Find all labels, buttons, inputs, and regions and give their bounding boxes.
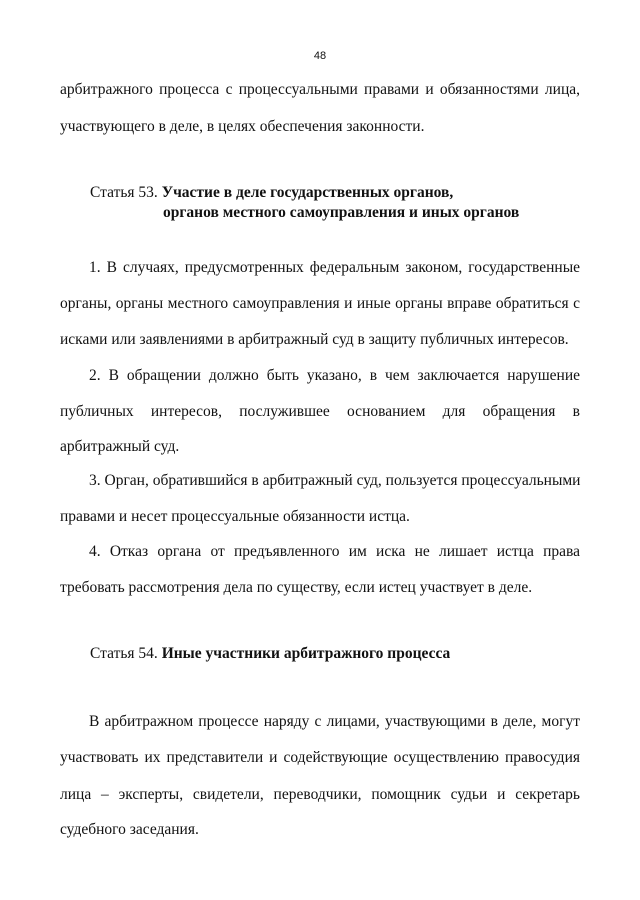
article-53-prefix: Статья 53. — [90, 184, 158, 201]
art53-p1-line-1: 1. В случаях, предусмотренных федеральным законом, государственные — [89, 259, 580, 276]
page-number: 48 — [313, 50, 327, 62]
art53-p4-line-2: требовать рассмотрения дела по существу, если истец участвует в деле. — [60, 579, 533, 596]
art53-p2-line-2: публичных интересов, послужившее основанием для обращения в — [60, 403, 580, 420]
art53-p1-line-2: органы, органы местного самоуправления и иные органы вправе обратиться с — [60, 295, 580, 312]
art53-p3-line-2: правами и несет процессуальные обязанности истца. — [60, 508, 410, 525]
article-54-prefix: Статья 54. — [90, 645, 158, 662]
article-54-title: Иные участники арбитражного процесса — [161, 645, 451, 662]
art53-p1-line-3: исками или заявлениями в арбитражный суд в защиту публичных интересов. — [60, 331, 569, 348]
intro-line-1: арбитражного процесса с процессуальными правами и обязанностями лица, — [60, 81, 580, 98]
intro-line-2: участвующего в деле, в целях обеспечения законности. — [60, 118, 425, 135]
article-53-heading — [90, 183, 453, 203]
art53-p3-line-1: 3. Орган, обратившийся в арбитражный суд, пользуется процессуальными — [89, 472, 581, 489]
art53-p2-line-1: 2. В обращении должно быть указано, в чем заключается нарушение — [89, 367, 580, 384]
art54-p1-line-4: судебного заседания. — [60, 821, 199, 838]
art53-p4-line-1: 4. Отказ органа от предъявленного им иска не лишает истца права — [89, 543, 580, 560]
article-53-title-line-2: органов местного самоуправления и иных органов — [163, 204, 520, 221]
article-53-title-line-2-wrap — [163, 203, 519, 223]
article-54-heading — [90, 644, 450, 664]
art54-p1-line-2: участвовать их представители и содействующие осуществлению правосудия — [60, 749, 580, 766]
art54-p1-line-3: лица – эксперты, свидетели, переводчики, помощник судьи и секретарь — [60, 786, 580, 803]
art54-p1-line-1: В арбитражном процессе наряду с лицами, участвующими в деле, могут — [89, 713, 580, 730]
article-53-title-line-1: Участие в деле государственных органов, — [161, 184, 454, 201]
art53-p2-line-3: арбитражный суд. — [60, 438, 180, 455]
